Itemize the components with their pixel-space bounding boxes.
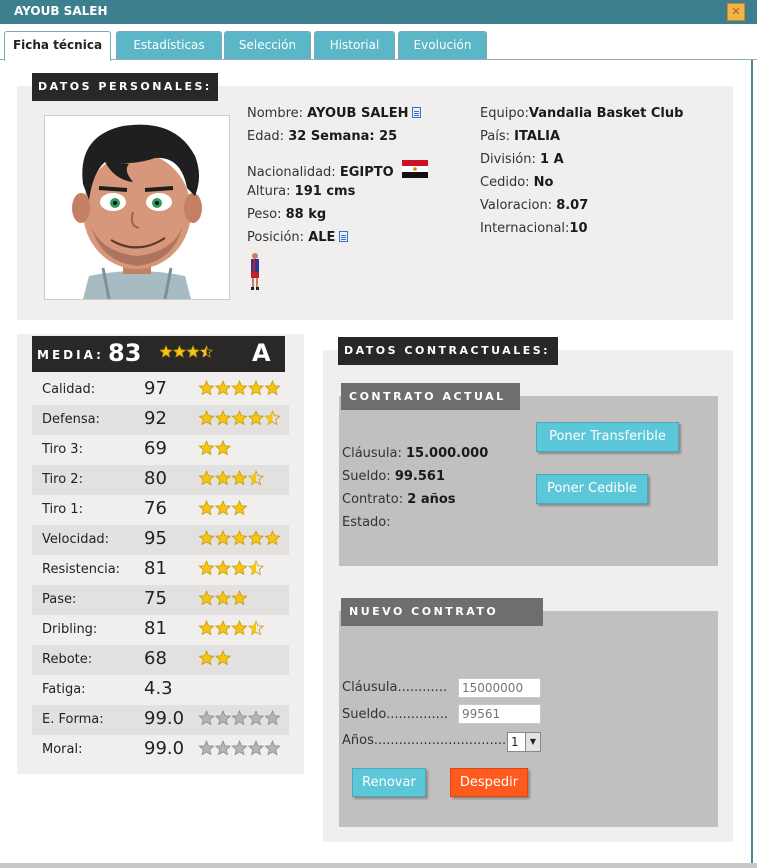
stat-label: Velocidad: [42,532,110,547]
stat-stars-icon [198,529,282,549]
stat-label: Tiro 2: [42,472,83,487]
star-full-icon [216,441,230,455]
star-empty-icon [265,741,279,755]
stat-label: Resistencia: [42,562,121,577]
star-full-icon [232,501,246,515]
info-edad: Edad: 32 Semana: 25 [247,129,398,144]
info-cedido: Cedido: No [480,175,554,190]
star-full-icon [174,346,185,357]
stat-row [32,465,289,495]
stat-value: 81 [144,558,167,579]
star-empty-icon [216,741,230,755]
star-empty-icon [265,711,279,725]
stat-label: Tiro 1: [42,502,83,517]
info-valoracion: Valoracion: 8.07 [480,198,589,213]
star-full-icon [249,411,263,425]
stat-label: Pase: [42,592,77,607]
stat-value: 99.0 [144,738,185,759]
tab-bar [0,24,757,60]
star-full-icon [216,621,230,635]
star-full-icon [232,381,246,395]
star-full-icon [199,591,213,605]
window-titlebar [0,0,757,24]
stat-row [32,615,289,645]
stat-value: 81 [144,618,167,639]
star-full-icon [232,411,246,425]
personal-header: DATOS PERSONALES: [32,73,218,101]
star-full-icon [249,531,263,545]
star-empty-icon [199,741,213,755]
star-full-icon [232,471,246,485]
star-empty-icon [249,741,263,755]
stat-label: Tiro 3: [42,442,83,457]
stat-stars-icon [198,499,282,519]
media-label: MEDIA: [37,348,104,362]
stat-stars-icon [198,739,282,759]
stat-stars-icon [198,379,282,399]
star-full-icon [216,591,230,605]
stat-stars-icon [198,469,282,489]
document-icon[interactable] [339,231,348,242]
stat-row [32,435,289,465]
document-icon[interactable] [412,107,421,118]
window-bottom-frame [0,863,757,868]
stat-stars-icon [198,649,282,669]
star-empty-icon [249,711,263,725]
stat-label: E. Forma: [42,712,104,727]
info-division: División: 1 A [480,152,564,167]
transfer-button[interactable]: Poner Transferible [536,422,679,452]
stat-value: 76 [144,498,167,519]
new-contract-header: NUEVO CONTRATO [341,598,543,626]
egypt-flag-icon [402,160,428,178]
stat-row [32,405,289,435]
stat-label: Dribling: [42,622,98,637]
stat-stars-icon [198,439,282,459]
star-empty-icon [216,711,230,725]
tab-evolucion[interactable]: Evolución [398,31,487,59]
star-empty-icon [199,711,213,725]
stat-row [32,525,289,555]
star-full-icon [199,381,213,395]
stat-stars-icon [198,589,282,609]
stat-stars-icon [198,619,282,639]
star-full-icon [232,531,246,545]
star-full-icon [216,531,230,545]
stat-stars-icon [198,709,282,729]
star-full-icon [199,501,213,515]
avatar [44,115,230,300]
current-contract-header: CONTRATO ACTUAL [341,383,520,410]
star-full-icon [199,651,213,665]
window-frame [751,60,753,865]
stat-row [32,705,289,735]
star-full-icon [199,441,213,455]
star-full-icon [265,381,279,395]
info-nacionalidad: Nacionalidad: EGIPTO [247,160,428,180]
new-clausula-label: Cláusula............ [342,680,448,695]
info-posicion: Posición: ALE [247,230,348,245]
star-full-icon [232,561,246,575]
star-full-icon [199,621,213,635]
star-full-icon [216,501,230,515]
loan-button[interactable]: Poner Cedible [536,474,648,504]
tab-ficha-tecnica[interactable]: Ficha técnica [4,31,111,61]
info-internacional: Internacional:10 [480,221,588,236]
stat-label: Moral: [42,742,83,757]
star-empty-icon [232,711,246,725]
star-full-icon [216,471,230,485]
clause-input[interactable] [458,678,541,698]
star-full-icon [232,591,246,605]
stat-label: Fatiga: [42,682,86,697]
tab-estadisticas[interactable]: Estadísticas [116,31,222,59]
star-full-icon [199,531,213,545]
star-full-icon [160,346,171,357]
media-grade: A [252,339,271,367]
star-full-icon [249,381,263,395]
stat-value: 4.3 [144,678,173,699]
info-equipo: Equipo:Vandalia Basket Club [480,106,684,121]
new-sueldo-label: Sueldo............... [342,707,449,722]
window-title: AYOUB SALEH [14,4,108,18]
years-select[interactable] [507,732,541,752]
star-full-icon [187,346,198,357]
stat-row [32,555,289,585]
stat-stars-icon [198,559,282,579]
star-full-icon [265,531,279,545]
current-estado: Estado: [342,515,391,530]
new-anos-label: Años................................ [342,733,507,748]
stat-value: 95 [144,528,167,549]
tab-seleccion[interactable]: Selección [224,31,311,59]
stat-value: 75 [144,588,167,609]
stat-value: 68 [144,648,167,669]
star-full-icon [232,621,246,635]
star-full-icon [216,561,230,575]
star-full-icon [216,381,230,395]
stat-value: 69 [144,438,167,459]
chevron-down-icon[interactable]: ▼ [525,733,540,751]
stat-value: 92 [144,408,167,429]
stat-row [32,675,289,705]
dismiss-button[interactable]: Despedir [450,768,528,797]
star-full-icon [199,411,213,425]
stat-label: Rebote: [42,652,93,667]
stat-label: Calidad: [42,382,96,397]
stat-value: 80 [144,468,167,489]
info-nombre: Nombre: AYOUB SALEH [247,106,421,121]
stat-label: Defensa: [42,412,100,427]
info-peso: Peso: 88 kg [247,207,327,222]
tab-historial[interactable]: Historial [314,31,395,59]
player-name: AYOUB SALEH [307,106,409,121]
stat-value: 97 [144,378,167,399]
media-value: 83 [108,339,142,367]
media-summary [32,336,285,372]
stat-row [32,495,289,525]
close-icon[interactable]: ✕ [727,3,745,21]
current-clausula: Cláusula: 15.000.000 [342,446,489,461]
info-pais: País: ITALIA [480,129,561,144]
player-jersey-icon [248,252,262,290]
info-altura: Altura: 191 cms [247,184,356,199]
stat-row [32,645,289,675]
stat-row [32,735,289,765]
years-select-value: 1 [511,735,519,749]
renew-button[interactable]: Renovar [352,768,426,797]
stat-value: 99.0 [144,708,185,729]
star-full-icon [216,411,230,425]
star-empty-icon [232,741,246,755]
star-full-icon [199,471,213,485]
stat-stars-icon [198,409,282,429]
star-full-icon [216,651,230,665]
star-full-icon [199,561,213,575]
salary-input[interactable] [458,704,541,724]
player-avatar-icon [45,116,229,299]
contract-header: DATOS CONTRACTUALES: [338,337,558,365]
current-sueldo: Sueldo: 99.561 [342,469,445,484]
current-contrato: Contrato: 2 años [342,492,456,507]
media-stars-icon [159,344,219,362]
stat-row [32,375,289,405]
stat-row [32,585,289,615]
